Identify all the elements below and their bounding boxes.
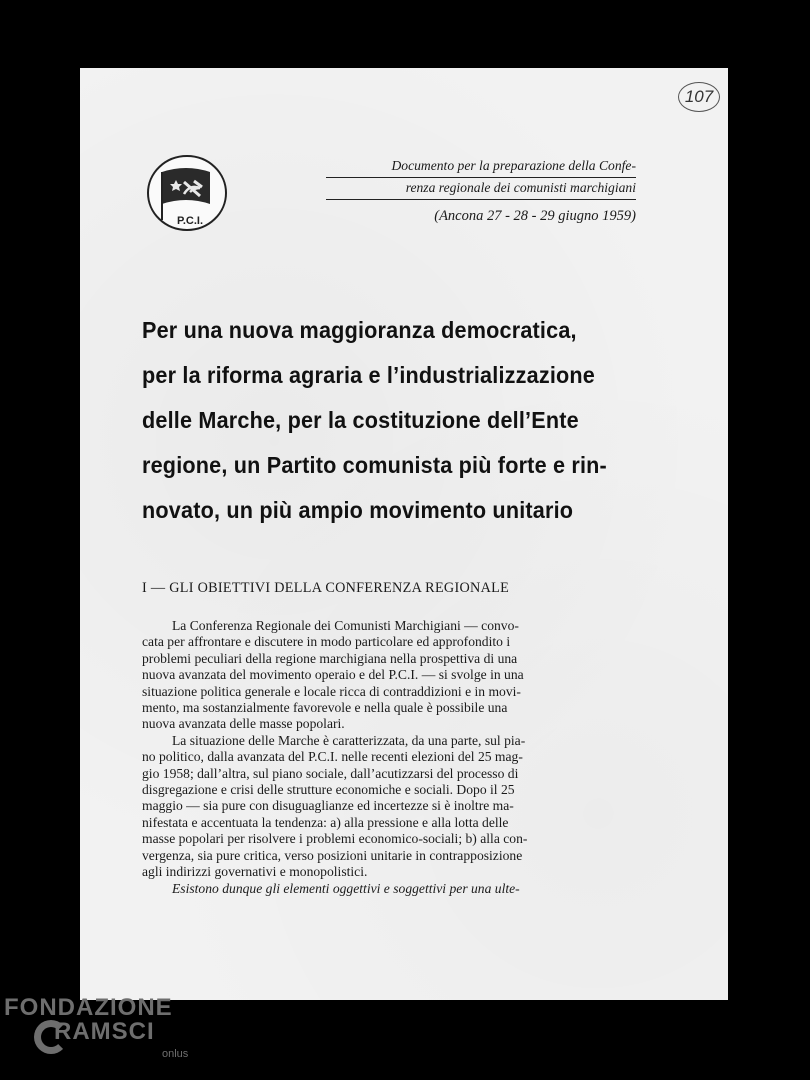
paragraph-line: nifestata e accentuata la tendenza: a) alla pressione e alla lotta delle (142, 814, 509, 830)
paragraph-line: gio 1958; dall’altra, sul piano sociale, dall’acutizzarsi del processo di (142, 765, 519, 781)
header-line: renza regionale dei comunisti marchigiani (326, 178, 636, 200)
paragraph-line: nuova avanzata delle masse popolari. (142, 716, 345, 732)
paragraph-line: nuova avanzata del movimento operaio e del P.C.I. — si svolge in una (142, 667, 524, 683)
watermark-line: RAMSCI (54, 1018, 155, 1045)
paragraph-line: cata per affrontare e discutere in modo particolare ed approfondito i (142, 634, 511, 650)
paragraph-line: masse popolari per risolvere i problemi economico-sociali; b) alla con- (142, 831, 528, 847)
title-line: novato, un più ampio movimento unitario (142, 497, 574, 523)
pci-flag-icon (146, 154, 228, 232)
logo-label: P.C.I. (176, 215, 204, 227)
paragraph-line: La situazione delle Marche è caratterizzata, da una parte, sul pia- (172, 732, 526, 748)
fondazione-gramsci-watermark (4, 994, 204, 1074)
watermark-line: onlus (162, 1048, 189, 1060)
document-title (142, 308, 607, 533)
header-date: (Ancona 27 - 28 - 29 giugno 1959) (434, 208, 636, 224)
archive-number: 107 (678, 82, 720, 112)
pci-logo (146, 154, 228, 232)
paragraph-line: La Conferenza Regionale dei Comunisti Marchigiani — convo- (172, 618, 519, 633)
paragraph-line: problemi peculiari della regione marchigiana nella prospettiva di una (142, 650, 518, 666)
header-line: Documento per la preparazione della Confe- (326, 156, 636, 178)
paragraph-line: situazione politica generale e locale ricca di contraddizioni e in movi- (142, 683, 521, 699)
section-heading: I — GLI OBIETTIVI DELLA CONFERENZA REGIONALE (142, 580, 510, 596)
paragraph-line: no politico, dalla avanzata del P.C.I. nelle recenti elezioni del 25 mag- (142, 749, 523, 765)
watermark-line: FONDAZIONE (4, 994, 173, 1021)
title-line: delle Marche, per la costituzione dell’Ente (142, 407, 579, 433)
body-text (142, 618, 636, 897)
paragraph-line: Esistono dunque gli elementi oggettivi e soggettivi per una ulte- (172, 880, 520, 896)
title-line: regione, un Partito comunista più forte e rin- (142, 452, 607, 478)
title-line: per la riforma agraria e l’industrializzazione (142, 362, 596, 388)
paragraph-line: mento, ma sostanzialmente favorevole e nella quale è possibile una (142, 700, 508, 716)
document-header (326, 156, 636, 228)
paragraph-line: vergenza, sia pure critica, verso posizioni unitarie in contrapposizione (142, 847, 523, 863)
document-page (80, 68, 728, 1000)
title-line: Per una nuova maggioranza democratica, (142, 317, 577, 343)
paragraph-line: maggio — sia pure con disuguaglianze ed incertezze si è inoltre ma- (142, 798, 514, 814)
paragraph-line: disgregazione e crisi delle strutture economiche e sociali. Dopo il 25 (142, 782, 515, 798)
paragraph-line: agli indirizzi governativi e monopolistici. (142, 864, 368, 880)
